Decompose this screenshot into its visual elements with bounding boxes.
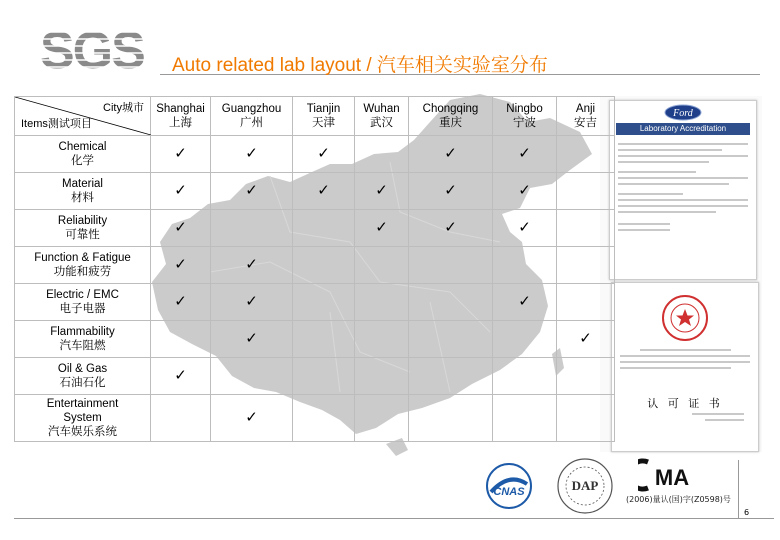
check-cell: ✓ [151, 358, 211, 395]
table-header-row [15, 97, 615, 136]
check-cell [409, 358, 493, 395]
check-cell [293, 321, 355, 358]
ford-oval-icon [664, 104, 702, 121]
check-cell [409, 284, 493, 321]
city-axis-label: City城市 [103, 102, 144, 114]
check-cell: ✓ [151, 210, 211, 247]
check-cell: ✓ [151, 247, 211, 284]
city-header-shanghai: Shanghai 上海 [151, 97, 211, 136]
check-cell: ✓ [211, 284, 293, 321]
check-cell [409, 321, 493, 358]
check-cell [151, 395, 211, 442]
check-cell: ✓ [151, 136, 211, 173]
check-cell: ✓ [557, 321, 615, 358]
cnas-text: CNAS [493, 486, 525, 498]
cma-logo [638, 458, 692, 492]
header-corner-cell [15, 97, 151, 136]
check-cell: ✓ [493, 284, 557, 321]
city-header-guangzhou: Guangzhou 广州 [211, 97, 293, 136]
check-cell [355, 136, 409, 173]
check-cell: ✓ [293, 136, 355, 173]
check-cell: ✓ [211, 321, 293, 358]
check-cell [211, 210, 293, 247]
check-cell [355, 358, 409, 395]
check-cell: ✓ [211, 136, 293, 173]
check-cell: ✓ [355, 173, 409, 210]
table-row [15, 321, 615, 358]
check-cell: ✓ [409, 136, 493, 173]
check-cell [493, 247, 557, 284]
check-cell [293, 395, 355, 442]
dap-text: DAP [571, 478, 599, 493]
check-cell [557, 210, 615, 247]
check-cell [151, 321, 211, 358]
check-cell [493, 358, 557, 395]
check-cell [293, 284, 355, 321]
page-title: Auto related lab layout / 汽车相关实验室分布 [172, 55, 548, 76]
city-header-ningbo: Ningbo 宁波 [493, 97, 557, 136]
check-cell: ✓ [151, 284, 211, 321]
cma-caption: (2006)量认(国)字(Z0598)号 [626, 495, 731, 504]
check-cell: ✓ [211, 173, 293, 210]
cma-text: MA [654, 465, 690, 490]
check-cell: ✓ [493, 136, 557, 173]
page-number: 6 [744, 508, 750, 517]
check-cell [557, 358, 615, 395]
table-row [15, 173, 615, 210]
ford-cert-heading: Laboratory Accreditation [616, 123, 750, 135]
table-row [15, 284, 615, 321]
check-cell: ✓ [211, 247, 293, 284]
items-axis-label: Items测试项目 [21, 118, 92, 130]
cn-cert-footer-lines [620, 413, 750, 425]
ford-brand-text: Ford [673, 108, 693, 119]
check-cell [493, 321, 557, 358]
item-label: Chemical 化学 [15, 136, 151, 173]
check-cell [293, 358, 355, 395]
cnas-logo [485, 462, 533, 510]
check-cell [355, 284, 409, 321]
item-label: Material 材料 [15, 173, 151, 210]
check-cell: ✓ [493, 210, 557, 247]
check-cell [293, 247, 355, 284]
check-cell [355, 247, 409, 284]
check-cell: ✓ [409, 173, 493, 210]
ford-cert-text-lines [618, 143, 748, 235]
item-label: Reliability 可靠性 [15, 210, 151, 247]
item-label: Entertainment System 汽车娱乐系统 [15, 395, 151, 442]
check-cell: ✓ [293, 173, 355, 210]
check-cell: ✓ [493, 173, 557, 210]
sgs-logo-text: SGS [40, 22, 144, 80]
item-label: Flammability 汽车阻燃 [15, 321, 151, 358]
sgs-logo [40, 22, 152, 82]
ford-certificate [609, 100, 757, 280]
check-cell [409, 247, 493, 284]
check-cell: ✓ [151, 173, 211, 210]
table-row [15, 395, 615, 442]
check-cell [557, 247, 615, 284]
footer-rule [14, 518, 774, 519]
item-label: Function & Fatigue 功能和疲劳 [15, 247, 151, 284]
table-row [15, 210, 615, 247]
footer-divider [738, 460, 739, 518]
table-row [15, 247, 615, 284]
sgs-logo-stripes [40, 22, 152, 82]
check-cell [355, 395, 409, 442]
dap-logo [555, 456, 615, 516]
check-cell: ✓ [355, 210, 409, 247]
city-header-anji: Anji 安吉 [557, 97, 615, 136]
check-cell [557, 136, 615, 173]
item-label: Oil & Gas 石油石化 [15, 358, 151, 395]
chinese-accreditation-certificate [611, 282, 759, 452]
table-row [15, 136, 615, 173]
city-header-wuhan: Wuhan 武汉 [355, 97, 409, 136]
check-cell: ✓ [409, 210, 493, 247]
city-header-chongqing: Chongqing 重庆 [409, 97, 493, 136]
accreditation-seal-icon [660, 293, 710, 343]
lab-matrix-table [14, 96, 615, 442]
check-cell [493, 395, 557, 442]
cn-cert-title: 认 可 证 书 [647, 397, 723, 410]
cn-cert-text-lines [620, 349, 750, 373]
city-header-tianjin: Tianjin 天津 [293, 97, 355, 136]
check-cell [557, 395, 615, 442]
check-cell [409, 395, 493, 442]
item-label: Electric / EMC 电子电器 [15, 284, 151, 321]
check-cell [293, 210, 355, 247]
check-cell: ✓ [211, 395, 293, 442]
check-cell [355, 321, 409, 358]
table-row [15, 358, 615, 395]
check-cell [557, 284, 615, 321]
check-cell [211, 358, 293, 395]
check-cell [557, 173, 615, 210]
